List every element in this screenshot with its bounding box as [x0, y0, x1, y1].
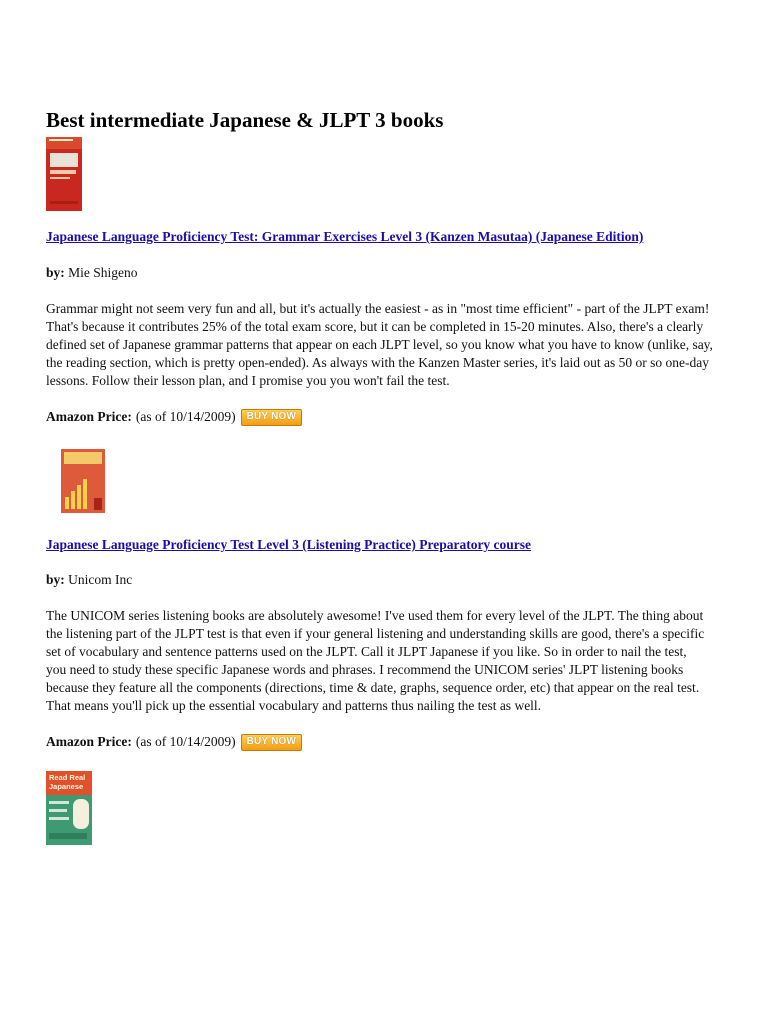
book-title-link-listening[interactable]: Japanese Language Proficiency Test Level 3 (Listening Practice) Preparatory course: [46, 537, 532, 552]
book-cover-grammar[interactable]: [46, 137, 82, 211]
amazon-price-row: [46, 408, 722, 426]
book-cover-read-real-japanese[interactable]: [46, 771, 92, 845]
cover-title-text: Read Real Japanese: [49, 773, 86, 791]
buy-now-button[interactable]: BUY NOW: [241, 734, 303, 751]
book-title-link-grammar[interactable]: Japanese Language Proficiency Test: Grammar Exercises Level 3 (Kanzen Masutaa) (Japanese Edition): [46, 229, 644, 244]
by-label: by:: [46, 572, 65, 587]
price-date-note: (as of 10/14/2009): [135, 734, 236, 749]
buy-now-button[interactable]: BUY NOW: [241, 409, 303, 426]
amazon-price-label: Amazon Price:: [46, 734, 132, 749]
book-cover-listening[interactable]: [61, 449, 105, 513]
amazon-price-row: [46, 733, 722, 751]
page-title: Best intermediate Japanese & JLPT 3 books: [46, 108, 444, 132]
author-name: Unicom Inc: [68, 572, 133, 587]
by-label: by:: [46, 265, 65, 280]
author-name: Mie Shigeno: [68, 265, 138, 280]
book-description-grammar: Grammar might not seem very fun and all, but it's actually the easiest - as in "most time efficient" - part of the JLPT exam! That's because it contributes 25% of the total exam score, but it can be completed in 15-20 minutes. Also, there's a clearly defined set of Japanese grammar patterns that appear on each JLPT level, so you know what you have to know (unlike, say, the reading section, which is pretty open-ended). As always with the Kanzen Master series, it's laid out as 50 or so one-day lessons. Follow their lesson plan, and I promise you you won't fail the test.: [46, 301, 713, 388]
amazon-price-label: Amazon Price:: [46, 409, 132, 424]
price-date-note: (as of 10/14/2009): [135, 409, 236, 424]
book-author-grammar: [46, 264, 722, 282]
book-author-listening: [46, 571, 722, 589]
book-description-listening: The UNICOM series listening books are absolutely awesome! I've used them for every level of the JLPT. The thing about the listening part of the JLPT test is that even if your general listening and understanding skills are good, there's a specific set of vocabulary and sentence patterns used on the JLPT. Call it JLPT Japanese if you like. So in order to nail the test, you need to study these specific Japanese words and phrases. I recommend the UNICOM series' JLPT listening books because they feature all the components (directions, time & date, graphs, sequence order, etc) that appear on the real test. That means you'll pick up the essential vocabulary and patterns thus nailing the test as well.: [46, 608, 705, 713]
